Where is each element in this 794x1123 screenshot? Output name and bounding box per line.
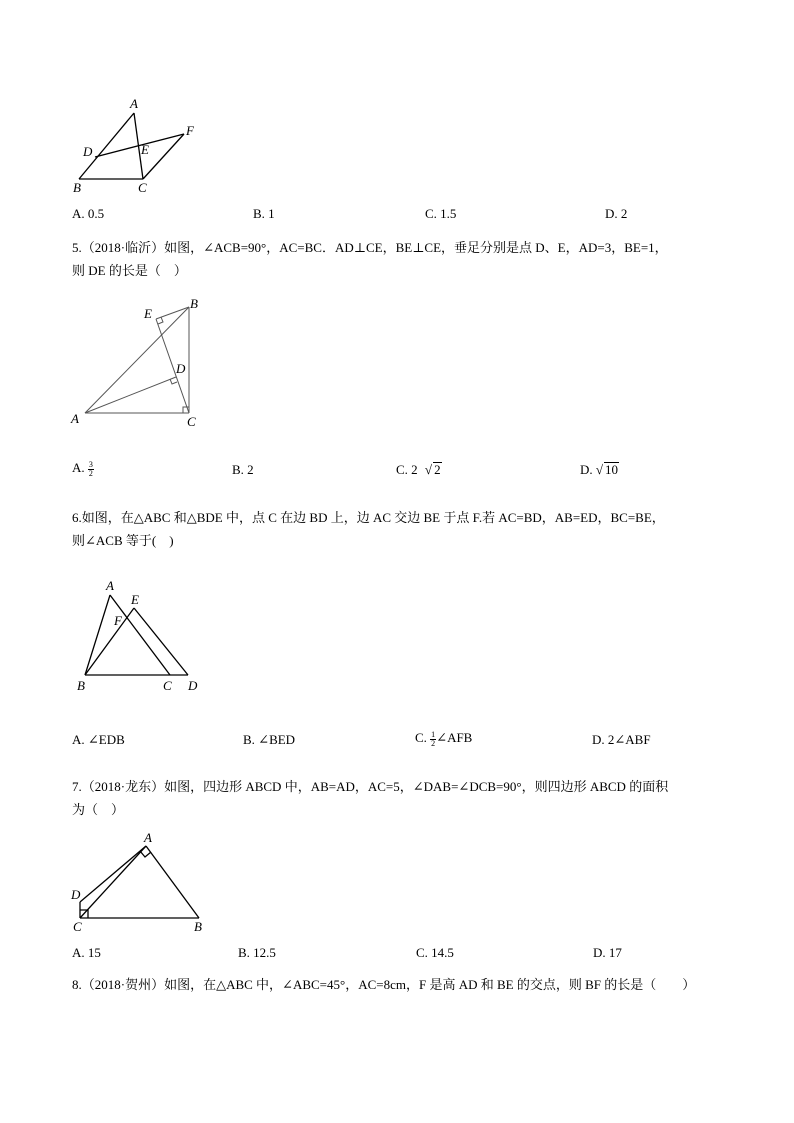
label-B: B — [194, 919, 202, 934]
fraction-one-half: $\frac{1}{2}$ — [431, 729, 436, 748]
q4-option-a: A. 0.5 — [72, 206, 105, 221]
label-F: F — [114, 613, 122, 628]
figure-q5 — [68, 295, 208, 435]
q4-option-d: D. 2 — [605, 206, 628, 221]
question-8 — [72, 973, 732, 996]
label-A: A — [144, 830, 152, 845]
q6-option-c: C. $\frac{1}{2}$ ∠AFB — [415, 729, 473, 748]
label-C: C — [187, 414, 196, 429]
fraction-three-halves: $\frac{3}{2}$ — [88, 459, 93, 478]
label-A: A — [130, 96, 138, 111]
segment-AB — [146, 846, 199, 918]
segment-BE — [85, 608, 134, 675]
figure-q4 — [68, 95, 208, 200]
segment-AC — [80, 846, 146, 918]
question-7 — [72, 775, 732, 821]
label-E: E — [144, 306, 152, 321]
q4-option-c: C. 1.5 — [425, 206, 457, 221]
question-8-line-1: 8.（2018·贺州）如图，在△ABC 中，∠ABC=45°，AC=8cm，F 是高 AD 和 BE 的交点，则 BF 的长是（ ） — [72, 977, 696, 992]
label-B: B — [77, 678, 85, 693]
q5-option-d: D. √ 10 — [580, 462, 619, 477]
right-angle-D — [170, 379, 177, 384]
label-A: A — [71, 411, 79, 426]
q7-option-c: C. 14.5 — [416, 945, 454, 960]
label-E: E — [131, 592, 139, 607]
label-B: B — [73, 180, 81, 195]
q6-option-d: D. 2∠ABF — [592, 732, 651, 747]
figure-q6 — [70, 575, 210, 695]
question-7-line-2: 为（ ） — [72, 802, 125, 817]
question-7-line-1: 7.（2018·龙东）如图，四边形 ABCD 中，AB=AD，AC=5，∠DAB=∠DCB=90°，则四边形 ABCD 的面积 — [72, 779, 669, 794]
segment-AD — [85, 377, 176, 413]
q6-option-b: B. ∠BED — [243, 732, 296, 747]
label-F: F — [186, 123, 194, 138]
question-6-line-2: 则∠ACB 等于( ) — [72, 533, 174, 548]
segment-AB — [85, 595, 110, 675]
label-A: A — [106, 578, 114, 593]
sqrt-10: 10 — [605, 462, 619, 477]
label-B: B — [190, 296, 198, 311]
segment-ED — [134, 608, 188, 675]
q7-option-a: A. 15 — [72, 945, 101, 960]
label-D: D — [71, 887, 81, 902]
sqrt-2: 2 — [434, 462, 441, 477]
question-6-line-1: 6.如图，在△ABC 和△BDE 中，点 C 在边 BD 上，边 AC 交边 BE 于点 F.若 AC=BD，AB=ED，BC=BE， — [72, 510, 665, 525]
label-D: D — [188, 678, 198, 693]
question-6 — [72, 506, 732, 552]
right-angle-A — [140, 851, 151, 857]
question-5-line-1: 5.（2018·临沂）如图，∠ACB=90°，AC=BC．AD⊥CE，BE⊥CE，垂足分别是点 D、E，AD=3，BE=1， — [72, 240, 668, 255]
label-C: C — [163, 678, 172, 693]
q4-option-b: B. 1 — [253, 206, 275, 221]
q5-option-a: A. $\frac{3}{2}$ — [72, 459, 93, 478]
label-C: C — [73, 919, 82, 934]
figure-q7 — [68, 830, 213, 940]
label-E: E — [141, 142, 149, 157]
segment-AB — [85, 307, 189, 413]
label-D: D — [176, 361, 186, 376]
question-5-line-2: 则 DE 的长是（ ） — [72, 263, 187, 278]
segment-CF — [143, 134, 184, 179]
q6-option-a: A. ∠EDB — [72, 732, 125, 747]
q5-option-c: C. 2 √ 2 — [396, 462, 441, 477]
q5-option-b: B. 2 — [232, 462, 254, 477]
label-D: D — [83, 144, 93, 159]
question-5 — [72, 236, 732, 282]
segment-AC — [110, 595, 170, 675]
label-C: C — [138, 180, 147, 195]
q7-option-b: B. 12.5 — [238, 945, 276, 960]
segment-DA — [80, 846, 146, 902]
q7-option-d: D. 17 — [593, 945, 622, 960]
